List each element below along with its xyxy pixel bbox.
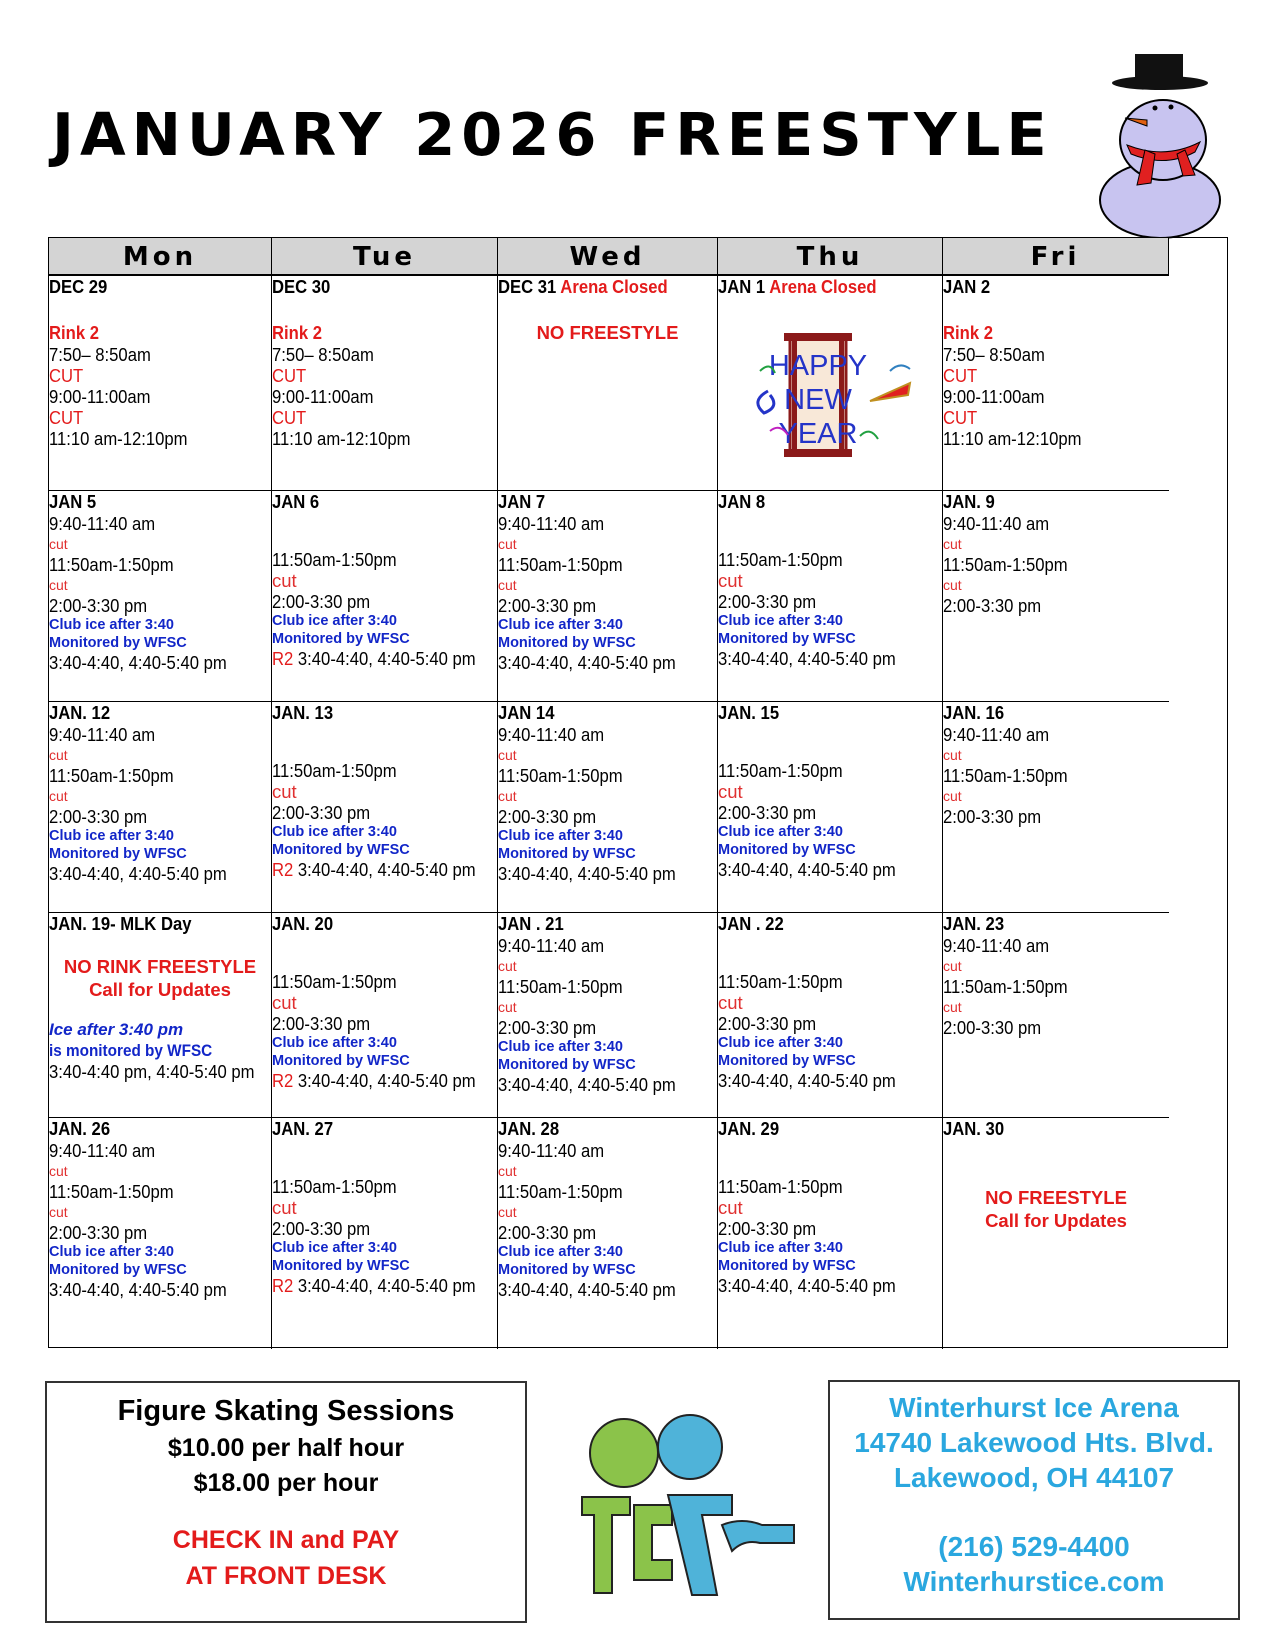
- no-freestyle-label: NO FREESTYLE: [536, 322, 679, 343]
- cut-label: CUT: [272, 365, 307, 386]
- date-label: JAN. 12: [49, 702, 111, 723]
- snowman-illustration: [1085, 50, 1235, 240]
- session-time: 11:50am-1:50pm: [272, 760, 397, 781]
- monitored-note: Monitored by WFSC: [272, 842, 410, 858]
- day-header-mon: Mon: [49, 238, 272, 276]
- day-cell: [272, 276, 498, 491]
- club-ice-note: Club ice after 3:40: [49, 617, 174, 633]
- call-for-updates-label: Call for Updates: [89, 979, 231, 1000]
- cut-label: cut: [943, 999, 962, 1015]
- date-label: JAN. 15: [718, 702, 780, 723]
- day-header-wed: Wed: [498, 238, 718, 276]
- session-time: 9:00-11:00am: [272, 386, 374, 407]
- cut-label: cut: [943, 747, 962, 763]
- monitored-note: Monitored by WFSC: [498, 1262, 636, 1278]
- session-time: 2:00-3:30 pm: [718, 1218, 817, 1239]
- date-label: JAN. 16: [943, 702, 1005, 723]
- price-half-hour: $10.00 per half hour: [167, 1434, 405, 1462]
- session-time: 3:40-4:40, 4:40-5:40 pm: [293, 859, 476, 880]
- session-time: 3:40-4:40, 4:40-5:40 pm: [718, 859, 896, 880]
- rink-label: Rink 2: [943, 322, 993, 343]
- session-time: 11:50am-1:50pm: [49, 765, 174, 786]
- cut-label: cut: [498, 958, 517, 974]
- arena-phone: (216) 529-4400: [938, 1531, 1130, 1562]
- cut-label: cut: [943, 577, 962, 593]
- happy-new-year-graphic: [740, 331, 920, 461]
- date-label: JAN. 13: [272, 702, 334, 723]
- day-cell: [718, 1118, 943, 1349]
- cut-label: CUT: [49, 407, 84, 428]
- arena-logo: [572, 1405, 802, 1605]
- session-time: 9:40-11:40 am: [49, 1140, 156, 1161]
- session-time: 2:00-3:30 pm: [943, 595, 1042, 616]
- year-text: YEAR: [778, 418, 858, 450]
- day-cell: [498, 913, 718, 1118]
- day-header-tue: Tue: [272, 238, 498, 276]
- date-label: JAN. 23: [943, 913, 1005, 934]
- day-cell: [718, 491, 943, 702]
- session-time: 11:50am-1:50pm: [718, 1176, 843, 1197]
- cut-label: CUT: [272, 407, 307, 428]
- date-label: JAN 8: [718, 491, 766, 512]
- day-cell: [49, 276, 272, 491]
- club-ice-note: Club ice after 3:40: [498, 1244, 623, 1260]
- cut-label: CUT: [49, 365, 84, 386]
- cut-label: cut: [718, 992, 743, 1013]
- session-time: 3:40-4:40, 4:40-5:40 pm: [718, 648, 896, 669]
- club-ice-note: Club ice after 3:40: [718, 824, 843, 840]
- cut-label: cut: [272, 1197, 297, 1218]
- session-time: 9:00-11:00am: [49, 386, 151, 407]
- day-cell: [49, 702, 272, 913]
- session-time: 9:40-11:40 am: [498, 724, 605, 745]
- cut-label: cut: [49, 577, 68, 593]
- day-cell: [718, 913, 943, 1118]
- cut-label: cut: [498, 536, 517, 552]
- session-time: 2:00-3:30 pm: [718, 1013, 817, 1034]
- date-label: JAN. 30: [943, 1118, 1005, 1139]
- calendar-grid: [48, 237, 1228, 1348]
- session-time: 11:50am-1:50pm: [498, 554, 623, 575]
- cut-label: cut: [943, 958, 962, 974]
- ice-after-note: Ice after 3:40 pm: [49, 1020, 184, 1039]
- session-time: 11:50am-1:50pm: [272, 1176, 397, 1197]
- session-time: 3:40-4:40, 4:40-5:40 pm: [498, 863, 676, 884]
- date-label: JAN. 27: [272, 1118, 334, 1139]
- monitored-note: Monitored by WFSC: [498, 635, 636, 651]
- date-label: JAN. 20: [272, 913, 334, 934]
- arena-closed-label: Arena Closed: [769, 276, 877, 297]
- date-label: JAN. 19- MLK Day: [49, 913, 192, 934]
- r2-label: R2: [272, 648, 294, 669]
- monitored-note: Monitored by WFSC: [718, 1258, 856, 1274]
- cut-label: cut: [498, 577, 517, 593]
- arena-closed-label: Arena Closed: [560, 276, 668, 297]
- monitored-note: Monitored by WFSC: [498, 1057, 636, 1073]
- session-time: 2:00-3:30 pm: [272, 802, 371, 823]
- is-monitored-note: is monitored by WFSC: [49, 1041, 213, 1060]
- day-header-thu: Thu: [718, 238, 943, 276]
- pricing-box: [45, 1381, 527, 1623]
- day-cell: [272, 702, 498, 913]
- club-ice-note: Club ice after 3:40: [272, 1240, 397, 1256]
- call-for-updates-label: Call for Updates: [985, 1210, 1127, 1231]
- session-time: 3:40-4:40, 4:40-5:40 pm: [49, 863, 227, 884]
- cut-label: cut: [943, 536, 962, 552]
- monitored-note: Monitored by WFSC: [49, 1262, 187, 1278]
- cut-label: cut: [498, 1204, 517, 1220]
- day-cell: [943, 276, 1169, 491]
- session-time: 2:00-3:30 pm: [718, 802, 817, 823]
- arena-website[interactable]: Winterhurstice.com: [903, 1566, 1165, 1597]
- monitored-note: Monitored by WFSC: [718, 1053, 856, 1069]
- session-time: 3:40-4:40 pm, 4:40-5:40 pm: [49, 1061, 255, 1082]
- session-time: 9:40-11:40 am: [943, 513, 1050, 534]
- session-time: 9:40-11:40 am: [498, 935, 605, 956]
- club-ice-note: Club ice after 3:40: [498, 1039, 623, 1055]
- r2-label: R2: [272, 859, 294, 880]
- cut-label: CUT: [943, 365, 978, 386]
- session-time: 3:40-4:40, 4:40-5:40 pm: [718, 1070, 896, 1091]
- session-time: 3:40-4:40, 4:40-5:40 pm: [498, 1279, 676, 1300]
- date-label: JAN 2: [943, 276, 991, 297]
- session-time: 2:00-3:30 pm: [272, 1013, 371, 1034]
- date-label: JAN . 21: [498, 913, 564, 934]
- cut-label: cut: [718, 570, 743, 591]
- day-cell: [49, 913, 272, 1118]
- session-time: 11:50am-1:50pm: [498, 765, 623, 786]
- day-cell: [943, 1118, 1169, 1349]
- session-time: 11:50am-1:50pm: [49, 554, 174, 575]
- happy-text: HAPPY: [768, 350, 868, 382]
- cut-label: cut: [272, 992, 297, 1013]
- monitored-note: Monitored by WFSC: [49, 846, 187, 862]
- session-time: 2:00-3:30 pm: [498, 595, 597, 616]
- club-ice-note: Club ice after 3:40: [49, 1244, 174, 1260]
- day-cell: [943, 491, 1169, 702]
- day-cell: [718, 702, 943, 913]
- club-ice-note: Club ice after 3:40: [498, 617, 623, 633]
- club-ice-note: Club ice after 3:40: [498, 828, 623, 844]
- session-time: 7:50– 8:50am: [943, 344, 1045, 365]
- day-cell: [49, 491, 272, 702]
- pricing-title: Figure Skating Sessions: [117, 1395, 455, 1427]
- monitored-note: Monitored by WFSC: [498, 846, 636, 862]
- contact-box: [828, 1380, 1240, 1620]
- session-time: 7:50– 8:50am: [49, 344, 151, 365]
- day-cell: [943, 702, 1169, 913]
- monitored-note: Monitored by WFSC: [272, 1258, 410, 1274]
- cut-label: cut: [49, 536, 68, 552]
- session-time: 11:10 am-12:10pm: [943, 428, 1082, 449]
- session-time: 2:00-3:30 pm: [498, 1017, 597, 1038]
- session-time: 2:00-3:30 pm: [498, 806, 597, 827]
- cut-label: cut: [498, 747, 517, 763]
- cut-label: cut: [718, 1197, 743, 1218]
- date-label: JAN 5: [49, 491, 97, 512]
- session-time: 2:00-3:30 pm: [718, 591, 817, 612]
- page-title: JANUARY 2026 FREESTYLE: [52, 100, 1053, 169]
- cut-label: cut: [49, 1204, 68, 1220]
- session-time: 2:00-3:30 pm: [943, 1017, 1042, 1038]
- session-time: 11:50am-1:50pm: [272, 549, 397, 570]
- session-time: 11:50am-1:50pm: [498, 976, 623, 997]
- session-time: 11:50am-1:50pm: [498, 1181, 623, 1202]
- date-label: DEC 31: [498, 276, 561, 297]
- date-label: JAN 7: [498, 491, 546, 512]
- session-time: 3:40-4:40, 4:40-5:40 pm: [293, 1070, 476, 1091]
- arena-name: Winterhurst Ice Arena: [889, 1392, 1179, 1423]
- day-cell: [272, 491, 498, 702]
- club-ice-note: Club ice after 3:40: [49, 828, 174, 844]
- cut-label: cut: [498, 1163, 517, 1179]
- date-label: JAN 1: [718, 276, 770, 297]
- day-cell: [718, 276, 943, 491]
- monitored-note: Monitored by WFSC: [272, 1053, 410, 1069]
- session-time: 11:50am-1:50pm: [49, 1181, 174, 1202]
- date-label: JAN. 26: [49, 1118, 111, 1139]
- club-ice-note: Club ice after 3:40: [272, 613, 397, 629]
- session-time: 11:10 am-12:10pm: [49, 428, 188, 449]
- rink-label: Rink 2: [272, 322, 322, 343]
- no-freestyle-label: NO FREESTYLE: [985, 1187, 1127, 1208]
- session-time: 2:00-3:30 pm: [498, 1222, 597, 1243]
- monitored-note: Monitored by WFSC: [718, 842, 856, 858]
- cut-label: cut: [49, 747, 68, 763]
- session-time: 11:50am-1:50pm: [272, 971, 397, 992]
- session-time: 9:40-11:40 am: [49, 724, 156, 745]
- day-cell: [272, 913, 498, 1118]
- no-rink-freestyle-label: NO RINK FREESTYLE: [63, 956, 257, 977]
- arena-street: 14740 Lakewood Hts. Blvd.: [854, 1427, 1214, 1458]
- session-time: 9:40-11:40 am: [943, 724, 1050, 745]
- club-ice-note: Club ice after 3:40: [718, 1035, 843, 1051]
- date-label: JAN. 29: [718, 1118, 780, 1139]
- cut-label: cut: [272, 570, 297, 591]
- date-label: JAN . 22: [718, 913, 784, 934]
- date-label: DEC 30: [272, 276, 331, 297]
- session-time: 3:40-4:40, 4:40-5:40 pm: [49, 652, 227, 673]
- date-label: JAN 6: [272, 491, 320, 512]
- session-time: 3:40-4:40, 4:40-5:40 pm: [293, 1275, 476, 1296]
- cut-label: cut: [718, 781, 743, 802]
- rink-label: Rink 2: [49, 322, 99, 343]
- session-time: 2:00-3:30 pm: [272, 591, 371, 612]
- r2-label: R2: [272, 1275, 294, 1296]
- cut-label: cut: [272, 781, 297, 802]
- session-time: 2:00-3:30 pm: [49, 1222, 148, 1243]
- day-header-fri: Fri: [943, 238, 1169, 276]
- session-time: 9:40-11:40 am: [498, 513, 605, 534]
- session-time: 9:40-11:40 am: [49, 513, 156, 534]
- session-time: 11:50am-1:50pm: [718, 760, 843, 781]
- club-ice-note: Club ice after 3:40: [272, 824, 397, 840]
- session-time: 3:40-4:40, 4:40-5:40 pm: [49, 1279, 227, 1300]
- price-hour: $18.00 per hour: [193, 1469, 379, 1497]
- session-time: 2:00-3:30 pm: [49, 595, 148, 616]
- day-cell: [498, 702, 718, 913]
- cut-label: cut: [498, 999, 517, 1015]
- session-time: 11:50am-1:50pm: [718, 549, 843, 570]
- cut-label: CUT: [943, 407, 978, 428]
- new-text: NEW: [784, 384, 852, 416]
- day-cell: [49, 1118, 272, 1349]
- monitored-note: Monitored by WFSC: [272, 631, 410, 647]
- club-ice-note: Club ice after 3:40: [718, 613, 843, 629]
- date-label: DEC 29: [49, 276, 108, 297]
- cut-label: cut: [49, 1163, 68, 1179]
- session-time: 3:40-4:40, 4:40-5:40 pm: [718, 1275, 896, 1296]
- date-label: JAN. 28: [498, 1118, 560, 1139]
- session-time: 9:40-11:40 am: [943, 935, 1050, 956]
- day-cell: [498, 1118, 718, 1349]
- day-cell: [943, 913, 1169, 1118]
- session-time: 11:10 am-12:10pm: [272, 428, 411, 449]
- session-time: 7:50– 8:50am: [272, 344, 374, 365]
- checkin-line-1: CHECK IN and PAY: [172, 1526, 400, 1554]
- cut-label: cut: [498, 788, 517, 804]
- date-label: JAN. 9: [943, 491, 995, 512]
- cut-label: cut: [943, 788, 962, 804]
- monitored-note: Monitored by WFSC: [49, 635, 187, 651]
- session-time: 2:00-3:30 pm: [943, 806, 1042, 827]
- arena-city: Lakewood, OH 44107: [893, 1462, 1175, 1493]
- session-time: 3:40-4:40, 4:40-5:40 pm: [498, 652, 676, 673]
- monitored-note: Monitored by WFSC: [718, 631, 856, 647]
- session-time: 9:00-11:00am: [943, 386, 1045, 407]
- session-time: 2:00-3:30 pm: [272, 1218, 371, 1239]
- date-label: JAN 14: [498, 702, 555, 723]
- day-cell: [498, 276, 718, 491]
- checkin-line-2: AT FRONT DESK: [185, 1562, 387, 1590]
- day-cell: [498, 491, 718, 702]
- session-time: 11:50am-1:50pm: [943, 765, 1068, 786]
- r2-label: R2: [272, 1070, 294, 1091]
- club-ice-note: Club ice after 3:40: [272, 1035, 397, 1051]
- session-time: 3:40-4:40, 4:40-5:40 pm: [498, 1074, 676, 1095]
- session-time: 9:40-11:40 am: [498, 1140, 605, 1161]
- session-time: 2:00-3:30 pm: [49, 806, 148, 827]
- session-time: 11:50am-1:50pm: [718, 971, 843, 992]
- day-cell: [272, 1118, 498, 1349]
- cut-label: cut: [49, 788, 68, 804]
- session-time: 3:40-4:40, 4:40-5:40 pm: [293, 648, 476, 669]
- club-ice-note: Club ice after 3:40: [718, 1240, 843, 1256]
- session-time: 11:50am-1:50pm: [943, 976, 1068, 997]
- session-time: 11:50am-1:50pm: [943, 554, 1068, 575]
